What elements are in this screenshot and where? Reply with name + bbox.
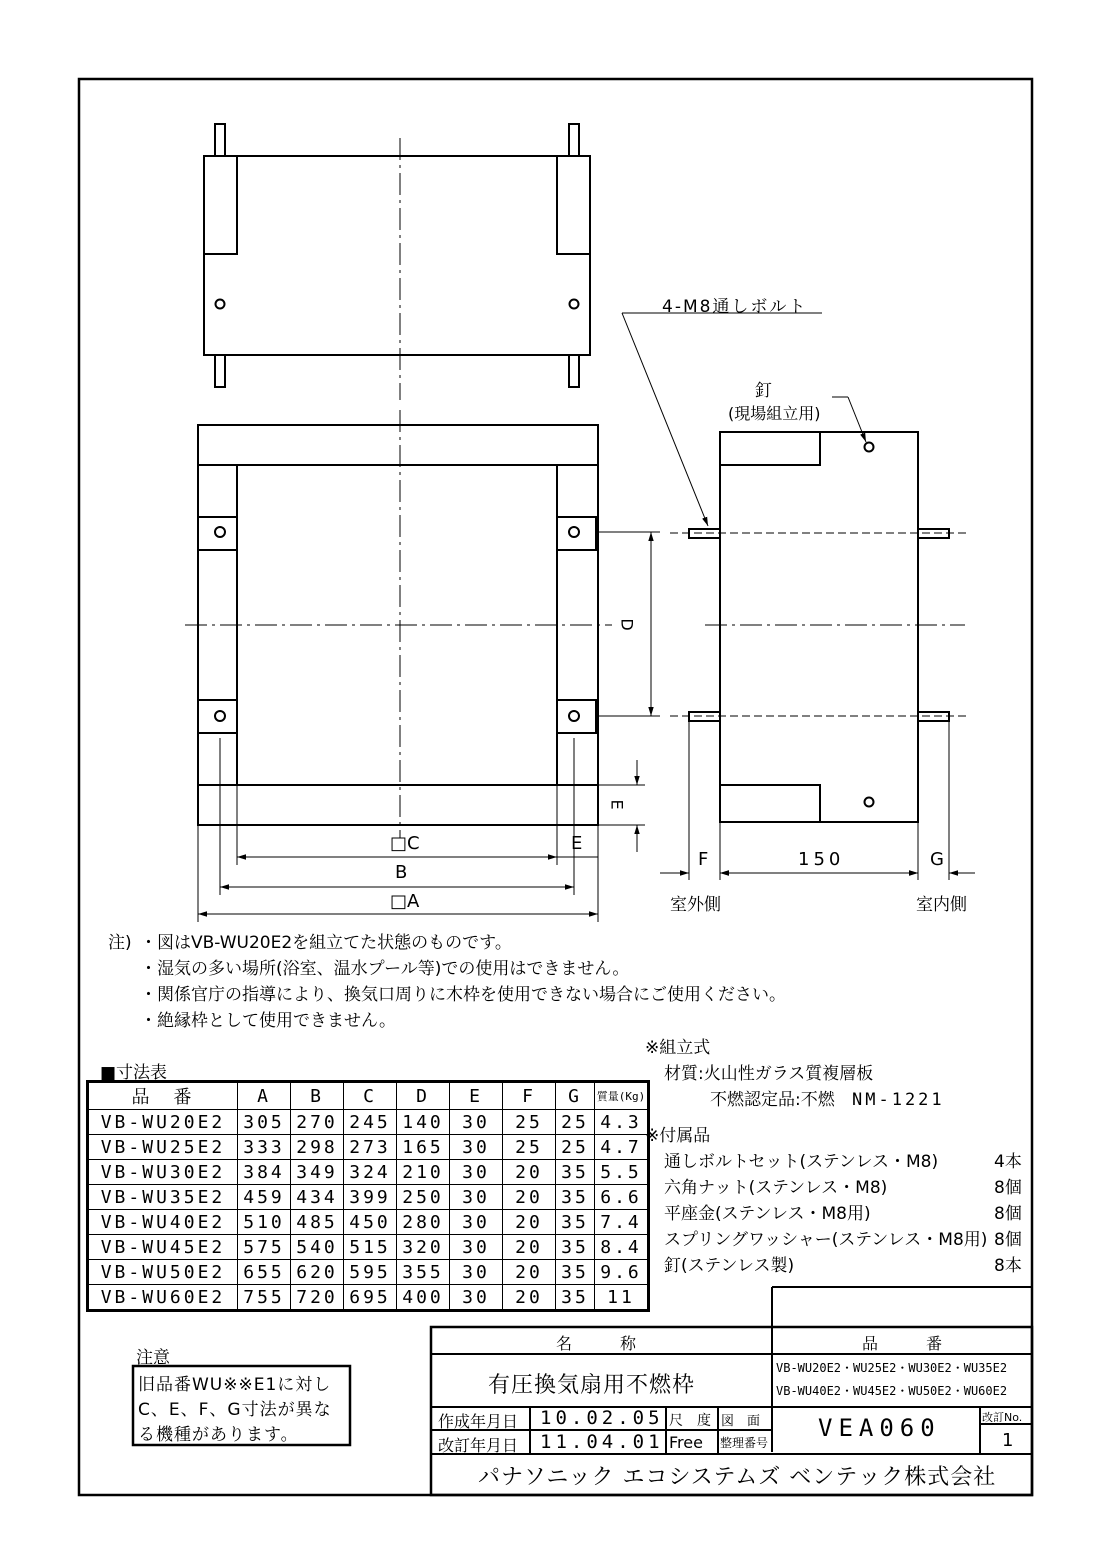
table-cell: 7.4 bbox=[595, 1210, 649, 1235]
revised-date: 11.04.01 bbox=[540, 1431, 664, 1453]
table-cell: 6.6 bbox=[595, 1185, 649, 1210]
caution-title: 注意 bbox=[136, 1348, 170, 1368]
dim-label-c: □C bbox=[390, 833, 420, 854]
table-row bbox=[88, 1160, 649, 1185]
caution-line: 旧品番WU※※E1に対し bbox=[138, 1375, 332, 1395]
table-cell: 25 bbox=[556, 1135, 595, 1160]
header-e: E bbox=[450, 1082, 503, 1110]
accessory-qty: 8個 bbox=[994, 1178, 1022, 1198]
accessory-qty: 8本 bbox=[994, 1256, 1022, 1276]
dim-label-a: □A bbox=[390, 891, 420, 912]
accessory-name: 通しボルトセット(ステンレス・M8) bbox=[664, 1152, 939, 1172]
table-cell: 30 bbox=[450, 1160, 503, 1185]
table-cell: 25 bbox=[503, 1135, 556, 1160]
table-cell: 320 bbox=[397, 1235, 450, 1260]
table-cell: 30 bbox=[450, 1110, 503, 1135]
table-cell: 273 bbox=[344, 1135, 397, 1160]
header-c: C bbox=[344, 1082, 397, 1110]
table-cell: 20 bbox=[503, 1285, 556, 1311]
table-cell: 280 bbox=[397, 1210, 450, 1235]
table-cell: 298 bbox=[291, 1135, 344, 1160]
dim-label-150: 150 bbox=[798, 849, 845, 870]
table-cell: 20 bbox=[503, 1185, 556, 1210]
accessory-qty: 4本 bbox=[994, 1152, 1022, 1172]
revision-number: 1 bbox=[1002, 1430, 1014, 1451]
part-header: 品 番 bbox=[862, 1334, 943, 1353]
table-cell: 30 bbox=[450, 1210, 503, 1235]
table-cell: 20 bbox=[503, 1210, 556, 1235]
dim-label-b: B bbox=[395, 862, 408, 883]
table-cell: 333 bbox=[238, 1135, 291, 1160]
table-row bbox=[88, 1185, 649, 1210]
table-cell: 434 bbox=[291, 1185, 344, 1210]
table-cell: 11 bbox=[595, 1285, 649, 1311]
table-cell: 459 bbox=[238, 1185, 291, 1210]
caution-line: る機種があります。 bbox=[138, 1425, 299, 1445]
table-cell: 595 bbox=[344, 1260, 397, 1285]
accessory-name: 平座金(ステンレス・M8用) bbox=[664, 1204, 871, 1224]
table-cell: 355 bbox=[397, 1260, 450, 1285]
table-row bbox=[88, 1110, 649, 1135]
dimension-table bbox=[86, 1080, 650, 1312]
table-cell: 384 bbox=[238, 1160, 291, 1185]
table-cell: 30 bbox=[450, 1135, 503, 1160]
table-cell: 695 bbox=[344, 1285, 397, 1311]
indoor-side-label: 室内側 bbox=[916, 895, 967, 915]
cert-text: 不燃認定品:不燃 bbox=[710, 1090, 835, 1110]
table-cell: 20 bbox=[503, 1260, 556, 1285]
table-header-row bbox=[88, 1082, 649, 1110]
table-cell: 20 bbox=[503, 1160, 556, 1185]
table-cell: 250 bbox=[397, 1185, 450, 1210]
top-view bbox=[204, 124, 590, 400]
table-cell: 9.6 bbox=[595, 1260, 649, 1285]
table-cell: 485 bbox=[291, 1210, 344, 1235]
cert-number: NM-1221 bbox=[852, 1090, 945, 1110]
nail-sublabel: (現場組立用) bbox=[728, 404, 821, 423]
part-numbers-line2: VB-WU40E2・WU45E2・WU50E2・WU60E2 bbox=[776, 1384, 1008, 1398]
note-line: ・図はVB-WU20E2を組立てた状態のものです。 bbox=[140, 933, 512, 953]
accessory-qty: 8個 bbox=[994, 1204, 1022, 1224]
header-a: A bbox=[238, 1082, 291, 1110]
revision-label: 改訂No. bbox=[982, 1411, 1023, 1424]
table-cell: 20 bbox=[503, 1235, 556, 1260]
table-cell: 4.7 bbox=[595, 1135, 649, 1160]
dim-label-e: E bbox=[607, 799, 627, 810]
table-cell: 35 bbox=[556, 1210, 595, 1235]
name-header: 名 称 bbox=[556, 1334, 637, 1353]
ref-number-label: 整理番号 bbox=[720, 1436, 769, 1450]
accessory-name: スプリングワッシャー(ステンレス・M8用) bbox=[664, 1230, 988, 1250]
table-row bbox=[88, 1210, 649, 1235]
company-name: パナソニック エコシステムズ ベンテック株式会社 bbox=[478, 1465, 997, 1490]
notes-prefix: 注) bbox=[108, 933, 132, 953]
dim-table-title: ■寸法表 bbox=[100, 1063, 168, 1083]
table-cell: 620 bbox=[291, 1260, 344, 1285]
dim-label-g: G bbox=[930, 849, 944, 870]
drawing-number: VEA060 bbox=[818, 1414, 941, 1442]
nail-label: 釘 bbox=[755, 381, 772, 401]
header-part-no: 品 番 bbox=[88, 1082, 238, 1110]
accessory-qty: 8個 bbox=[994, 1230, 1022, 1250]
table-row bbox=[88, 1285, 649, 1311]
accessories-title: ※付属品 bbox=[645, 1126, 711, 1146]
table-cell: 510 bbox=[238, 1210, 291, 1235]
table-cell: 324 bbox=[344, 1160, 397, 1185]
note-line: ・湿気の多い場所(浴室、温水プール等)での使用はできません。 bbox=[140, 959, 630, 979]
table-cell: 25 bbox=[503, 1110, 556, 1135]
part-number-cell: VB-WU40E2 bbox=[88, 1210, 238, 1235]
revised-date-label: 改訂年月日 bbox=[438, 1436, 519, 1455]
dim-label-d: D bbox=[617, 618, 637, 631]
table-row bbox=[88, 1260, 649, 1285]
table-cell: 25 bbox=[556, 1110, 595, 1135]
dim-label-f: F bbox=[698, 849, 709, 870]
part-numbers-line1: VB-WU20E2・WU25E2・WU30E2・WU35E2 bbox=[776, 1361, 1008, 1375]
part-number-cell: VB-WU35E2 bbox=[88, 1185, 238, 1210]
table-cell: 30 bbox=[450, 1260, 503, 1285]
created-date-label: 作成年月日 bbox=[438, 1412, 519, 1431]
front-view bbox=[185, 410, 612, 838]
part-number-cell: VB-WU50E2 bbox=[88, 1260, 238, 1285]
note-line: ・絶縁枠として使用できません。 bbox=[140, 1011, 397, 1031]
table-cell: 245 bbox=[344, 1110, 397, 1135]
table-cell: 400 bbox=[397, 1285, 450, 1311]
table-cell: 35 bbox=[556, 1285, 595, 1311]
table-cell: 4.3 bbox=[595, 1110, 649, 1135]
table-cell: 8.4 bbox=[595, 1235, 649, 1260]
table-cell: 575 bbox=[238, 1235, 291, 1260]
table-cell: 349 bbox=[291, 1160, 344, 1185]
table-cell: 399 bbox=[344, 1185, 397, 1210]
table-cell: 35 bbox=[556, 1160, 595, 1185]
table-cell: 515 bbox=[344, 1235, 397, 1260]
table-cell: 210 bbox=[397, 1160, 450, 1185]
caution-line: C、E、F、G寸法が異な bbox=[138, 1400, 332, 1420]
table-cell: 720 bbox=[291, 1285, 344, 1311]
header-g: G bbox=[556, 1082, 595, 1110]
header-f: F bbox=[503, 1082, 556, 1110]
part-number-cell: VB-WU20E2 bbox=[88, 1110, 238, 1135]
product-name: 有圧換気扇用不燃枠 bbox=[488, 1373, 696, 1398]
table-cell: 655 bbox=[238, 1260, 291, 1285]
outdoor-side-label: 室外側 bbox=[670, 895, 721, 915]
table-cell: 35 bbox=[556, 1235, 595, 1260]
table-cell: 30 bbox=[450, 1185, 503, 1210]
table-cell: 30 bbox=[450, 1285, 503, 1311]
table-cell: 450 bbox=[344, 1210, 397, 1235]
dim-label-e2: E bbox=[571, 833, 583, 854]
material-text: 材質:火山性ガラス質複層板 bbox=[664, 1064, 874, 1084]
table-cell: 35 bbox=[556, 1185, 595, 1210]
note-line: ・関係官庁の指導により、換気口周りに木枠を使用できない場合にご使用ください。 bbox=[140, 985, 786, 1005]
table-cell: 165 bbox=[397, 1135, 450, 1160]
bolt-label: 4-M8通しボルト bbox=[662, 297, 808, 317]
part-number-cell: VB-WU30E2 bbox=[88, 1160, 238, 1185]
table-row bbox=[88, 1135, 649, 1160]
table-cell: 30 bbox=[450, 1235, 503, 1260]
table-cell: 35 bbox=[556, 1260, 595, 1285]
table-row bbox=[88, 1235, 649, 1260]
table-cell: 270 bbox=[291, 1110, 344, 1135]
table-cell: 755 bbox=[238, 1285, 291, 1311]
accessory-name: 六角ナット(ステンレス・M8) bbox=[664, 1178, 888, 1198]
part-number-cell: VB-WU45E2 bbox=[88, 1235, 238, 1260]
part-number-cell: VB-WU25E2 bbox=[88, 1135, 238, 1160]
assembly-title: ※組立式 bbox=[645, 1038, 711, 1058]
table-cell: 140 bbox=[397, 1110, 450, 1135]
drawing-label: 図 面 bbox=[721, 1414, 761, 1429]
table-cell: 540 bbox=[291, 1235, 344, 1260]
header-b: B bbox=[291, 1082, 344, 1110]
accessory-name: 釘(ステンレス製) bbox=[664, 1256, 795, 1276]
scale-value: Free bbox=[669, 1433, 703, 1452]
created-date: 10.02.05 bbox=[540, 1407, 664, 1429]
part-number-cell: VB-WU60E2 bbox=[88, 1285, 238, 1311]
side-view bbox=[670, 432, 970, 822]
table-cell: 5.5 bbox=[595, 1160, 649, 1185]
header-mass: 質量(Kg) bbox=[595, 1082, 649, 1110]
header-d: D bbox=[397, 1082, 450, 1110]
table-cell: 305 bbox=[238, 1110, 291, 1135]
scale-label: 尺 度 bbox=[669, 1413, 711, 1429]
